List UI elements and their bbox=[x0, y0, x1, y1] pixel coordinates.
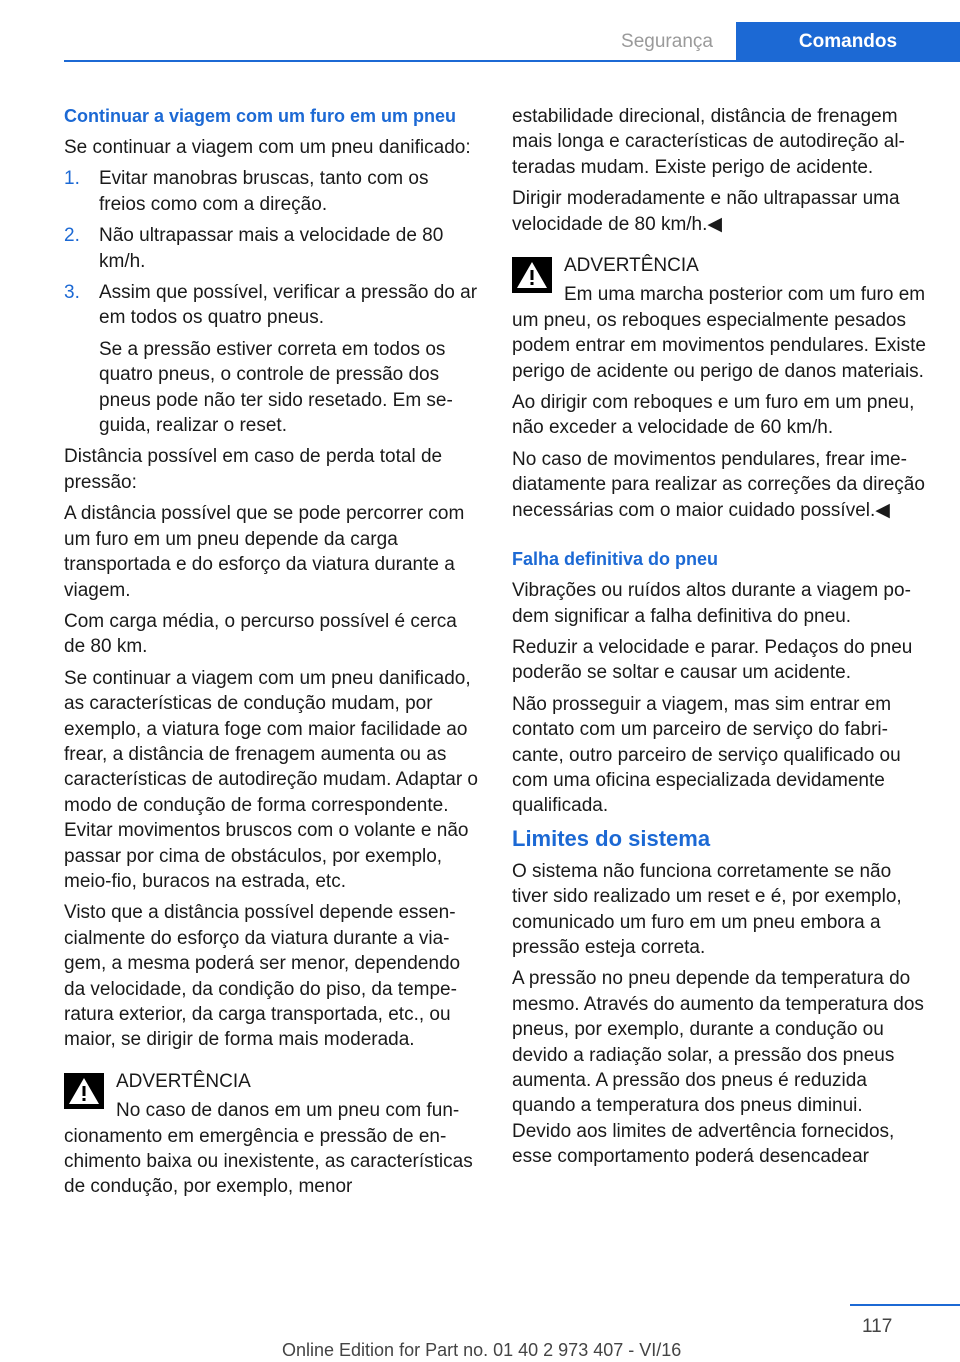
warning-title: ADVERTÊNCIA bbox=[564, 255, 699, 277]
list-item-text: Assim que possível, verificar a pressão do ar em todos os quatro pneus. bbox=[99, 282, 478, 329]
paragraph: Não prosseguir a viagem, mas sim entrar em contato com um parceiro de serviço do fabricante, outro parceiro de serviço qualificado ou com uma oficina especializada devidamente qualificada. bbox=[512, 693, 901, 817]
warning-title: ADVERTÊNCIA bbox=[116, 1070, 251, 1092]
page-header bbox=[0, 0, 960, 62]
paragraph: O sistema não funciona corretamente se não tiver sido realizado um reset e é, por exemplo, comunicado um furo em um pneu embora a pressão esteja correta. bbox=[512, 860, 902, 958]
intro-paragraph: Se continuar a viagem com um pneu danificado: bbox=[64, 137, 471, 158]
footer-rule bbox=[850, 1304, 960, 1306]
paragraph: Dirigir moderadamente e não ultrapassar uma velocidade de 80 km/h.◀ bbox=[512, 188, 900, 235]
page-number: 117 bbox=[862, 1316, 893, 1337]
warning-box bbox=[64, 1069, 478, 1200]
list-item-text: Não ultrapassar mais a velocidade de 80 km/h. bbox=[99, 225, 444, 272]
list-item-note: Se a pressão estiver correta em todos os quatro pneus, o controle de pressão dos pneus pode não ter sido resetado. Em seguida, realizar o reset. bbox=[99, 338, 453, 437]
warning-triangle-icon bbox=[64, 1073, 104, 1109]
paragraph: estabilidade direcional, distância de frenagem mais longa e características de autodireção alteradas mudam. Existe perigo de acidente. bbox=[512, 106, 905, 178]
section-title-system-limits: Limites do sistema bbox=[512, 825, 711, 851]
list-number: 3. bbox=[64, 282, 80, 304]
list-item bbox=[64, 223, 478, 274]
list-item bbox=[64, 280, 478, 438]
left-column bbox=[64, 104, 478, 1206]
list-number: 2. bbox=[64, 225, 80, 247]
list-item-text: Evitar manobras bruscas, tanto com os freios como com a direção. bbox=[99, 168, 429, 215]
tab-seguranca[interactable]: Segurança bbox=[621, 31, 713, 52]
spacer bbox=[512, 529, 926, 547]
header-rule bbox=[64, 60, 736, 62]
paragraph: Reduzir a velocidade e parar. Pedaços do pneu poderão se soltar e causar um acidente. bbox=[512, 636, 913, 684]
paragraph: No caso de movimentos pendulares, frear imediatamente para realizar as correções da direção necessárias com o maior cuidado possível.◀ bbox=[512, 448, 925, 521]
paragraph: Vibrações ou ruídos altos durante a viagem podem significar a falha definitiva do pneu. bbox=[512, 580, 911, 627]
section-heading-failure: Falha definitiva do pneu bbox=[512, 549, 719, 570]
paragraph: A distância possível que se pode percorrer com um furo em um pneu depende da carga transportada e do esforço da viatura durante a viagem. bbox=[64, 503, 465, 601]
list-number: 1. bbox=[64, 168, 80, 190]
steps-list bbox=[64, 166, 478, 438]
paragraph: A pressão no pneu depende da temperatura do mesmo. Através do aumento da temperatura dos pneus, por exemplo, durante a condução ou devido a radiação solar, a pressão dos pneus aumenta. A pressão dos pneus é reduzida quando a temperatura dos pneus diminui. Devido aos limites de advertência fornecidos, esse comportamento poderá desencadear bbox=[512, 968, 924, 1168]
tab-comandos[interactable]: Comandos bbox=[736, 22, 960, 62]
paragraph: Ao dirigir com reboques e um furo em um pneu, não exceder a velocidade de 60 km/h. bbox=[512, 392, 915, 439]
edition-footer: Online Edition for Part no. 01 40 2 973 407 - VI/16 bbox=[282, 1340, 682, 1360]
section-heading-continue: Continuar a viagem com um furo em um pneu bbox=[64, 106, 457, 126]
paragraph: Se continuar a viagem com um pneu danificado, as características de condução mudam, por exemplo, a viatura foge com maior facilidade ao frear, a distância de frenagem aumenta ou as características de autodireção mudam. Adaptar o modo de condução de forma correspondente. Evitar movimentos bruscos com o volante e não passar por cima de obstáculos, por exemplo, meio-fio, buracos na estrada, etc. bbox=[64, 667, 479, 892]
warning-box bbox=[512, 253, 926, 384]
right-column bbox=[512, 104, 926, 1176]
paragraph: Distância possível em caso de perda total de pressão: bbox=[64, 446, 443, 493]
warning-triangle-icon bbox=[512, 257, 552, 293]
paragraph: Visto que a distância possível depende essencialmente do esforço da viatura durante a viagem, a mesma poderá ser menor, dependendo da velocidade, da condição do piso, da temperatura exterior, da carga transportada, etc., ou maior, se dirigir de forma mais moderada. bbox=[64, 902, 461, 1051]
paragraph: Com carga média, o percurso possível é cerca de 80 km. bbox=[64, 610, 457, 658]
warning-text: Em uma marcha posterior com um furo em um pneu, os reboques especialmente pesados podem entrar em movimentos pendulares. Existe perigo de acidente ou perigo de danos materiais. bbox=[512, 284, 926, 382]
list-item bbox=[64, 166, 478, 217]
warning-text: No caso de danos em um pneu com funcionamento em emergência e pressão de enchimento baixa ou inexistente, as características de condução, por exemplo, menor bbox=[64, 1100, 473, 1198]
